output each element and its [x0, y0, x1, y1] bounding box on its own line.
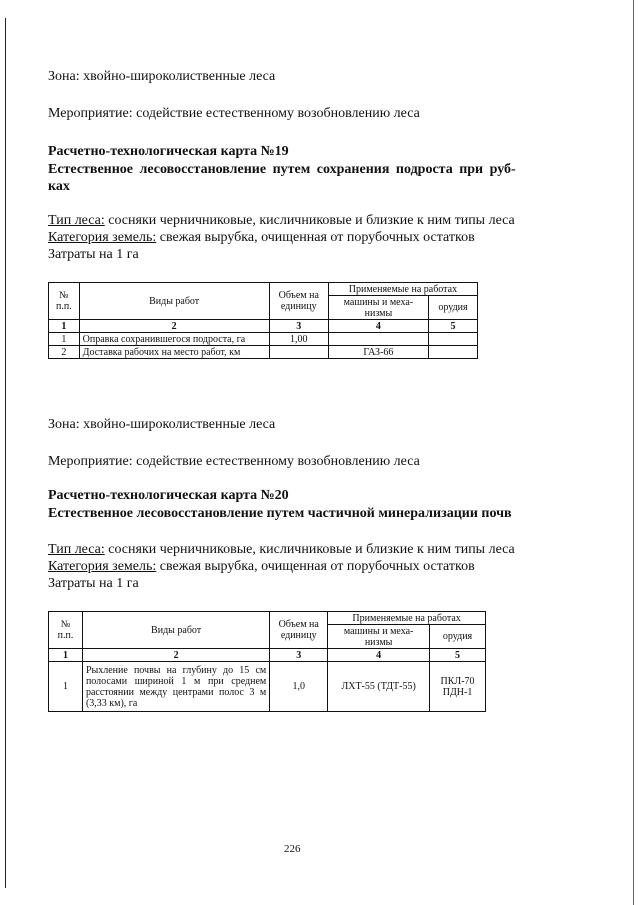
measure-text-1: Мероприятие: содействие естественному возобновлению леса	[48, 106, 420, 121]
header-tools: орудия	[430, 625, 486, 649]
costs-line-2: Затраты на 1 га	[48, 576, 139, 591]
card-title-19: Расчетно-технологическая карта №19	[48, 144, 289, 159]
header-machines: машины и меха- низмы	[328, 296, 428, 320]
header-machines: машины и меха- низмы	[328, 625, 430, 649]
col-number: 4	[328, 649, 430, 662]
land-category-value: свежая вырубка, очищенная от порубочных остатков	[156, 230, 475, 245]
header-works: Виды работ	[79, 283, 269, 320]
forest-type-label: Тип леса:	[48, 542, 105, 557]
col-number: 2	[79, 320, 269, 333]
row-machines: ГАЗ-66	[328, 346, 428, 359]
row-volume	[269, 346, 328, 359]
col-number: 1	[49, 649, 83, 662]
card-title-20: Расчетно-технологическая карта №20	[48, 488, 289, 503]
row-work: Рыхление почвы на глубину до 15 см полосами шириной 1 м при среднем расстоянии между центрами полос 3 м (3,33 км), га	[82, 662, 269, 712]
header-works: Виды работ	[82, 612, 269, 649]
scan-edge-right	[633, 0, 634, 905]
row-volume: 1,00	[269, 333, 328, 346]
work-table-20	[48, 611, 486, 712]
row-num: 1	[49, 333, 80, 346]
forest-type-value: сосняки черничниковые, кисличниковые и близкие к ним типы леса	[104, 213, 515, 228]
header-volume: Объем на единицу	[269, 283, 328, 320]
header-volume: Объем на единицу	[270, 612, 328, 649]
table-row	[49, 333, 478, 346]
row-num: 1	[49, 662, 83, 712]
col-number: 2	[82, 649, 269, 662]
zone-text-1: Зона: хвойно-широколиственные леса	[48, 69, 276, 84]
col-number: 5	[430, 649, 486, 662]
scan-edge-left	[5, 18, 6, 888]
land-category-label: Категория земель:	[48, 230, 157, 245]
header-applied: Применяемые на работах	[328, 612, 486, 625]
header-num: № п.п.	[49, 612, 83, 649]
row-work: Оправка сохранившегося подроста, га	[79, 333, 269, 346]
forest-type-label: Тип леса:	[48, 213, 105, 228]
land-category-value: свежая вырубка, очищенная от порубочных остатков	[156, 559, 475, 574]
row-tools	[428, 346, 477, 359]
header-num: № п.п.	[49, 283, 80, 320]
col-number: 4	[328, 320, 428, 333]
land-category-line-1	[48, 230, 475, 246]
page-number: 226	[284, 843, 301, 855]
costs-line-1: Затраты на 1 га	[48, 247, 139, 262]
land-category-line-2	[48, 559, 475, 575]
card-subtitle-20: Естественное лесовосстановление путем частичной минерализации почв	[48, 506, 512, 521]
work-table-19	[48, 282, 478, 359]
row-machines: ЛХТ-55 (ТДТ-55)	[328, 662, 430, 712]
row-volume: 1,0	[270, 662, 328, 712]
forest-type-value: сосняки черничниковые, кисличниковые и близкие к ним типы леса	[104, 542, 515, 557]
header-tools: орудия	[428, 296, 477, 320]
col-number: 3	[270, 649, 328, 662]
col-number: 5	[428, 320, 477, 333]
row-tools	[428, 333, 477, 346]
row-tools: ПКЛ-70 ПДН-1	[430, 662, 486, 712]
table-row	[49, 346, 478, 359]
row-machines	[328, 333, 428, 346]
card-subtitle-19-line2: ках	[48, 179, 70, 194]
measure-text-2: Мероприятие: содействие естественному возобновлению леса	[48, 454, 420, 469]
table-row	[49, 662, 486, 712]
header-applied: Применяемые на работах	[328, 283, 477, 296]
zone-text-2: Зона: хвойно-широколиственные леса	[48, 417, 276, 432]
forest-type-line-1	[48, 213, 515, 229]
row-work: Доставка рабочих на место работ, км	[79, 346, 269, 359]
card-subtitle-19-line1: Естественное лесовосстановление путем сохранения подроста при руб-	[48, 162, 516, 177]
col-number: 3	[269, 320, 328, 333]
row-num: 2	[49, 346, 80, 359]
land-category-label: Категория земель:	[48, 559, 157, 574]
col-number: 1	[49, 320, 80, 333]
forest-type-line-2	[48, 542, 515, 558]
